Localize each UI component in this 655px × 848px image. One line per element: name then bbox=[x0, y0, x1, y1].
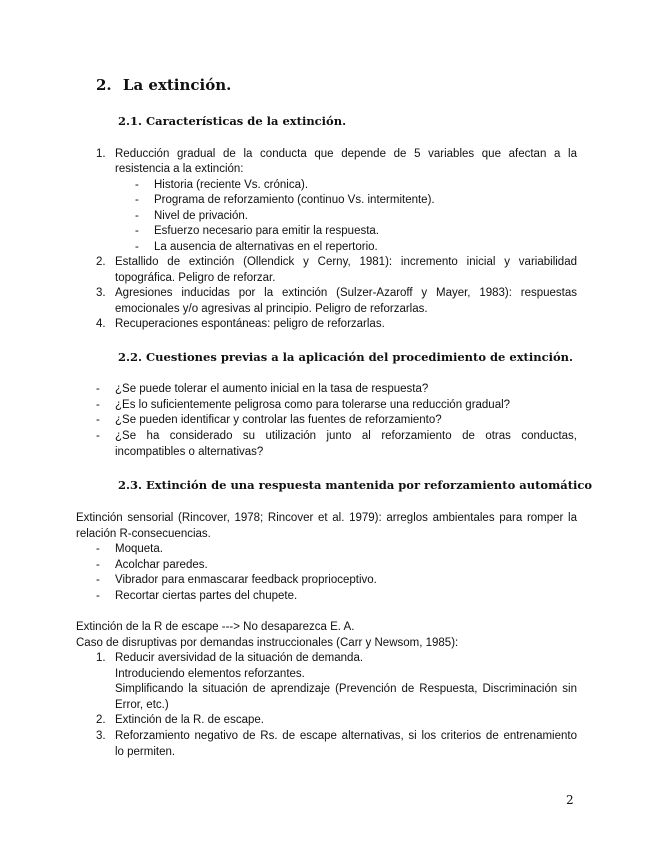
dash-marker: - bbox=[135, 210, 139, 222]
dash-marker: - bbox=[96, 383, 100, 395]
list-item-text: Reducir aversividad de la situación de demanda. bbox=[115, 652, 364, 664]
list-item: Vibrador para enmascarar feedback proprioceptivo. bbox=[115, 574, 377, 586]
list-item-text: Simplificando la situación de aprendizaje (Prevención de Respuesta, Discriminación sin bbox=[115, 683, 577, 695]
list-item-text: Reforzamiento negativo de Rs. de escape alternativas, si los criterios de entrenamiento bbox=[115, 730, 577, 742]
list-marker: 2. bbox=[96, 256, 106, 268]
section-title-text: La extinción. bbox=[122, 76, 232, 94]
list-item-text: Agresiones inducidas por la extinción (Sulzer-Azaroff y Mayer, 1983): respuestas bbox=[115, 287, 577, 299]
list-item-text: topográfica. Peligro de reforzar. bbox=[115, 272, 276, 284]
list-item-text: resistencia a la extinción: bbox=[115, 163, 244, 175]
page-number: 2 bbox=[566, 793, 574, 807]
dash-marker: - bbox=[96, 590, 100, 602]
list-item-text: lo permiten. bbox=[115, 746, 176, 758]
dash-marker: - bbox=[96, 559, 100, 571]
list-item-text: Recuperaciones espontáneas: peligro de reforzarlas. bbox=[115, 318, 385, 330]
dash-marker: - bbox=[96, 414, 100, 426]
dash-marker: - bbox=[96, 543, 100, 555]
section-title bbox=[96, 76, 231, 94]
dash-marker: - bbox=[135, 225, 139, 237]
question-item-cont: incompatibles o alternativas? bbox=[115, 446, 264, 458]
paragraph: Extinción sensorial (Rincover, 1978; Rincover et al. 1979): arreglos ambientales para romper la bbox=[76, 512, 577, 524]
dash-marker: - bbox=[135, 241, 139, 253]
list-item: Moqueta. bbox=[115, 543, 163, 555]
list-marker: 1. bbox=[96, 652, 106, 664]
dash-marker: - bbox=[135, 179, 139, 191]
paragraph: relación R-consecuencias. bbox=[76, 528, 211, 540]
dash-marker: - bbox=[96, 430, 100, 442]
list-marker: 1. bbox=[96, 148, 106, 160]
sub-list-item: Programa de reforzamiento (continuo Vs. intermitente). bbox=[154, 194, 435, 206]
dash-marker: - bbox=[96, 574, 100, 586]
list-marker: 2. bbox=[96, 714, 106, 726]
list-item-text: Reducción gradual de la conducta que depende de 5 variables que afectan a la bbox=[115, 148, 577, 160]
sub-list-item: Nivel de privación. bbox=[154, 210, 248, 222]
list-item: Recortar ciertas partes del chupete. bbox=[115, 590, 298, 602]
question-item: ¿Se pueden identificar y controlar las fuentes de reforzamiento? bbox=[115, 414, 442, 426]
question-item: ¿Se puede tolerar el aumento inicial en la tasa de respuesta? bbox=[115, 383, 429, 395]
question-item: ¿Es lo suficientemente peligrosa como para tolerarse una reducción gradual? bbox=[115, 399, 511, 411]
question-item: ¿Se ha considerado su utilización junto al reforzamiento de otras conductas, bbox=[115, 430, 577, 442]
heading-2-2: 2.2. Cuestiones previas a la aplicación del procedimiento de extinción. bbox=[118, 350, 574, 364]
heading-2-1: 2.1. Características de la extinción. bbox=[118, 114, 347, 128]
section-number: 2. bbox=[96, 76, 112, 94]
list-item-text: Extinción de la R. de escape. bbox=[115, 714, 264, 726]
paragraph: Extinción de la R de escape ---> No desaparezca E. A. bbox=[76, 621, 355, 633]
paragraph: Caso de disruptivas por demandas instruccionales (Carr y Newsom, 1985): bbox=[76, 637, 459, 649]
sub-list-item: La ausencia de alternativas en el repertorio. bbox=[154, 241, 378, 253]
sub-list-item: Esfuerzo necesario para emitir la respuesta. bbox=[154, 225, 379, 237]
list-marker: 4. bbox=[96, 318, 106, 330]
list-item: Acolchar paredes. bbox=[115, 559, 208, 571]
heading-2-3: 2.3. Extinción de una respuesta mantenida por reforzamiento automático bbox=[118, 478, 593, 492]
list-item-text: Introduciendo elementos reforzantes. bbox=[115, 668, 305, 680]
sub-list-item: Historia (reciente Vs. crónica). bbox=[154, 179, 309, 191]
dash-marker: - bbox=[96, 399, 100, 411]
list-item-text: emocionales y/o agresivas al principio. Peligro de reforzarlas. bbox=[115, 303, 428, 315]
list-item-text: Error, etc.) bbox=[115, 699, 169, 711]
list-marker: 3. bbox=[96, 287, 106, 299]
list-item-text: Estallido de extinción (Ollendick y Cerny, 1981): incremento inicial y variabilidad bbox=[115, 256, 577, 268]
dash-marker: - bbox=[135, 194, 139, 206]
list-marker: 3. bbox=[96, 730, 106, 742]
